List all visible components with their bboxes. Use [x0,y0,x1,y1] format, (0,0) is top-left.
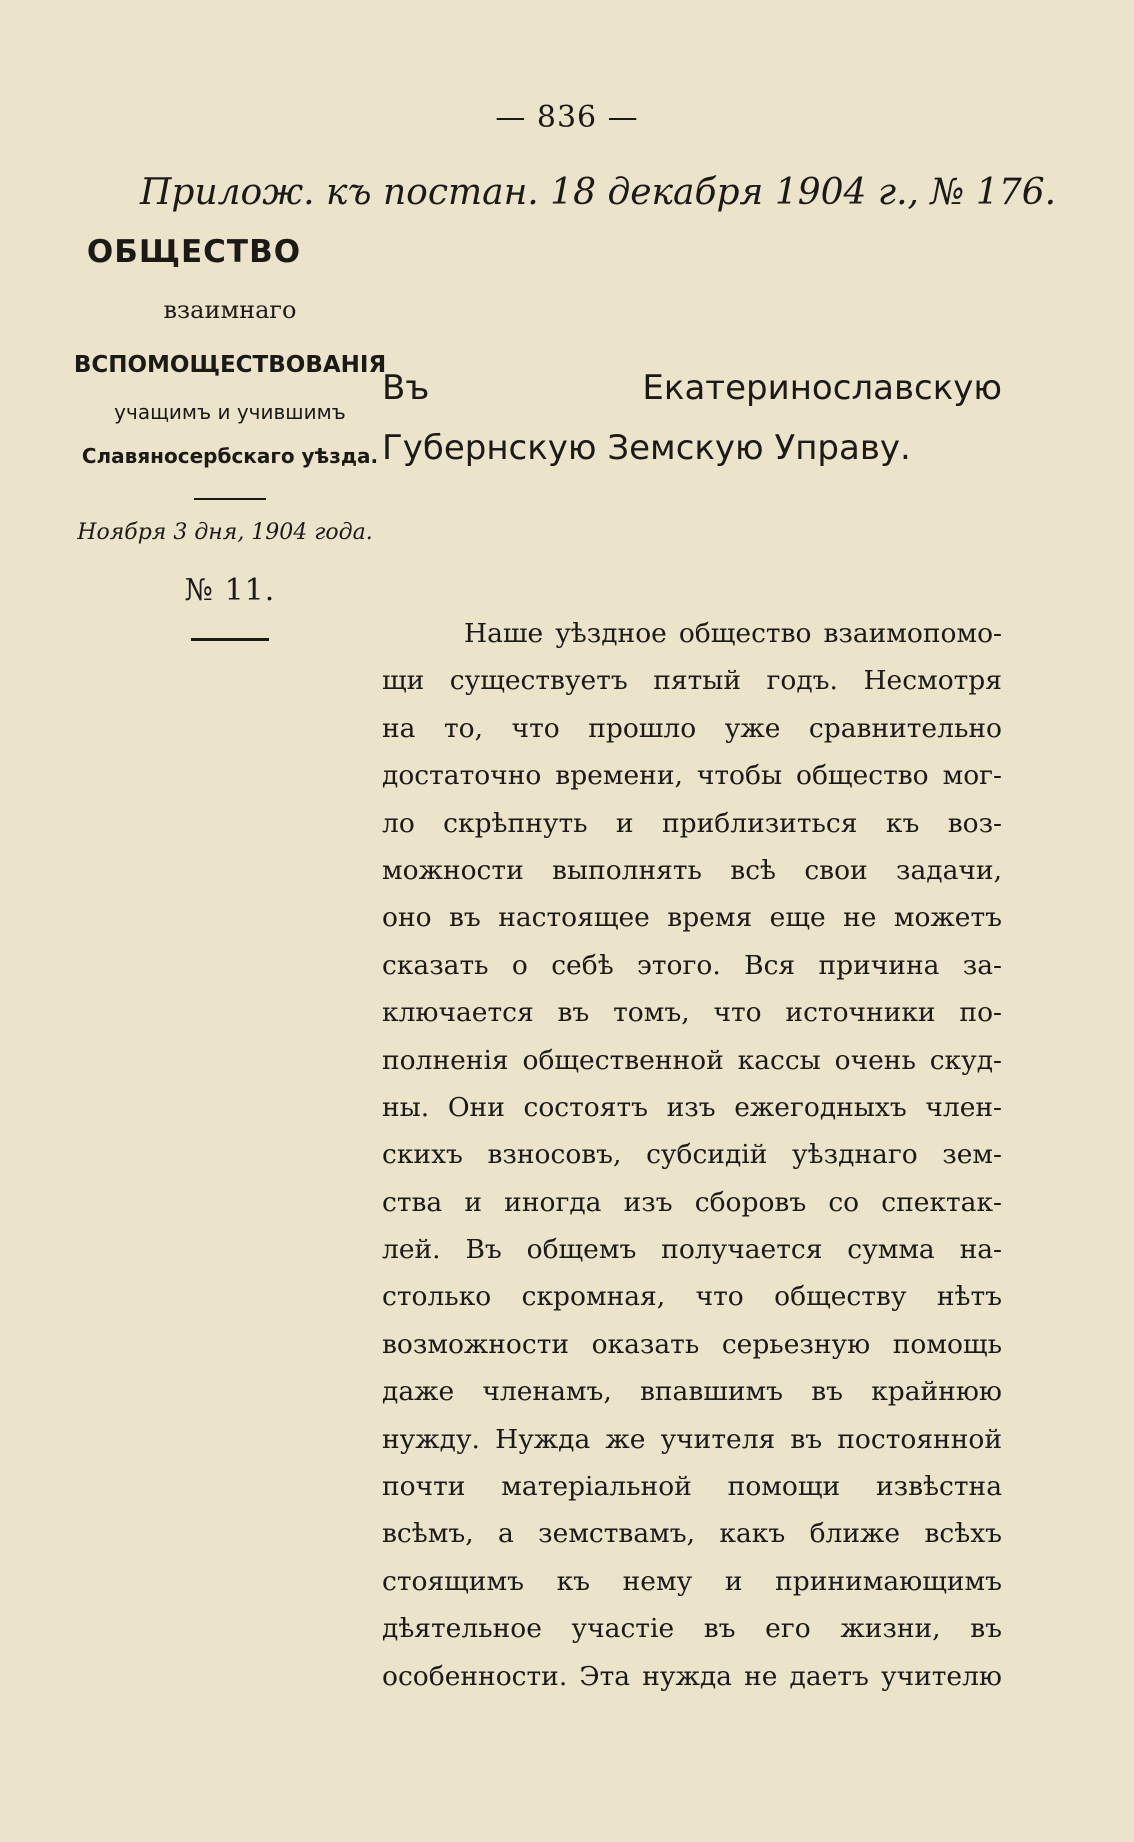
body-line: ства и иногда изъ сборовъ со спектак- [382,1186,1002,1218]
body-line: на то, что прошло уже сравнительно [382,712,1002,744]
body-line: дѣятельное участіе въ его жизни, въ [382,1613,1002,1645]
body-line: полненія общественной кассы очень скуд- [382,1044,1002,1076]
body-line: достаточно времени, чтобы общество мог- [382,760,1002,792]
body-line: оно въ настоящее время еще не можетъ [382,902,1002,934]
page-number: — 836 — [495,100,639,135]
body-line: скихъ взносовъ, субсидій уѣзднаго зем- [382,1139,1002,1171]
body-line: ключается въ томъ, что источники по- [382,997,1002,1029]
body-line: стоящимъ къ нему и принимающимъ [382,1565,1002,1597]
body-line: можности выполнять всѣ свои задачи, [382,854,1002,886]
divider-rule-bold [191,638,269,641]
body-line: всѣмъ, а земствамъ, какъ ближе всѣхъ [382,1518,1002,1550]
body-line: сказать о себѣ этого. Вся причина за- [382,949,1002,981]
sender-line-2: ВСПОМОЩЕСТВОВАНІЯ [73,352,387,378]
letter-body [382,610,1002,1700]
sender-line-4: Славяносербскаго уѣзда. [81,444,379,468]
sender-title: ОБЩЕСТВО [86,234,302,270]
body-line: столько скромная, что обществу нѣтъ [382,1281,1002,1313]
sender-block [70,230,390,641]
body-line: даже членамъ, впавшимъ въ крайнюю [382,1376,1002,1408]
addressee: Въ Екатеринославскую Губернскую Земскую Управу. [382,368,1002,468]
divider-rule [194,498,266,500]
annex-reference: Прилож. къ постан. 18 декабря 1904 г., № 176. [140,172,1057,213]
body-line: ло скрѣпнуть и приблизиться къ воз- [382,807,1002,839]
body-line: возможности оказать серьезную помощь [382,1328,1002,1360]
body-line: Наше уѣздное общество взаимопомо- [464,618,1002,649]
letter-date: Ноября 3 дня, 1904 года. [77,520,373,545]
letter-number: № 11. [184,573,276,608]
body-line: особенности. Эта нужда не даетъ учителю [382,1660,1002,1692]
sender-line-3: учащимъ и учившимъ [114,400,346,424]
sender-line-1: взаимнаго [163,296,297,324]
body-line: нужду. Нужда же учителя въ постоянной [382,1423,1002,1455]
body-line: ны. Они состоятъ изъ ежегодныхъ член- [382,1091,1002,1123]
body-line: лей. Въ общемъ получается сумма на- [382,1234,1002,1266]
body-line: почти матеріальной помощи извѣстна [382,1471,1002,1503]
body-line: щи существуетъ пятый годъ. Несмотря [382,665,1002,697]
